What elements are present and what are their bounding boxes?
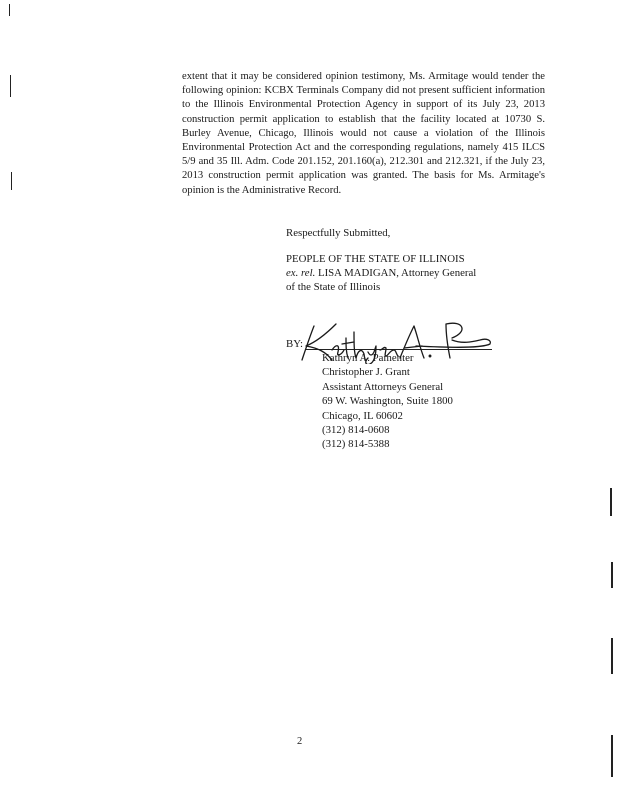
party-block: [286, 252, 476, 295]
party-relation: [286, 266, 476, 280]
signer-block: [322, 351, 453, 452]
party-state: of the State of Illinois: [286, 281, 381, 294]
signer-name-1: Kathryn A. Pamenter: [322, 352, 414, 364]
ex-rel-label: ex. rel.: [286, 267, 316, 280]
signer-phone-1: (312) 814-0608: [322, 424, 390, 437]
scan-artifact-mark: [610, 488, 612, 516]
signer-city: Chicago, IL 60602: [322, 409, 403, 422]
signer-address: 69 W. Washington, Suite 1800: [322, 395, 453, 408]
scan-artifact-mark: [9, 4, 10, 16]
scan-artifact-mark: [611, 638, 613, 674]
scan-artifact-mark: [611, 735, 613, 777]
attorney-general: LISA MADIGAN, Attorney General: [315, 267, 477, 280]
by-label: BY:: [286, 338, 304, 350]
party-name: PEOPLE OF THE STATE OF ILLINOIS: [286, 253, 465, 265]
body-paragraph: extent that it may be considered opinion testimony, Ms. Armitage would tender the following opinion: KCBX Terminals Company did not present sufficient information to the Illinois Environmental Protection Agency in support of its July 23, 2013 construction permit application to establish that the facility located at 10730 S. Burley Avenue, Chicago, Illinois would not cause a violation of the Illinois Environmental Protection Act and the corresponding regulations, namely 415 ILCS 5/9 and 35 Ill. Adm. Code 201.152, 201.160(a), 212.301 and 212.321, if the July 23, 2013 construction permit application was granted. The basis for Ms. Armitage's opinion is the Administrative Record.: [182, 71, 545, 196]
closing-line: Respectfully Submitted,: [286, 227, 391, 239]
signer-name-2: Christopher J. Grant: [322, 366, 410, 379]
signer-phone-2: (312) 814-5388: [322, 438, 390, 451]
scan-artifact-mark: [11, 172, 12, 190]
page-number: 2: [297, 736, 303, 747]
signer-title: Assistant Attorneys General: [322, 380, 444, 393]
scan-artifact-mark: [10, 75, 11, 97]
scan-artifact-mark: [611, 562, 613, 588]
